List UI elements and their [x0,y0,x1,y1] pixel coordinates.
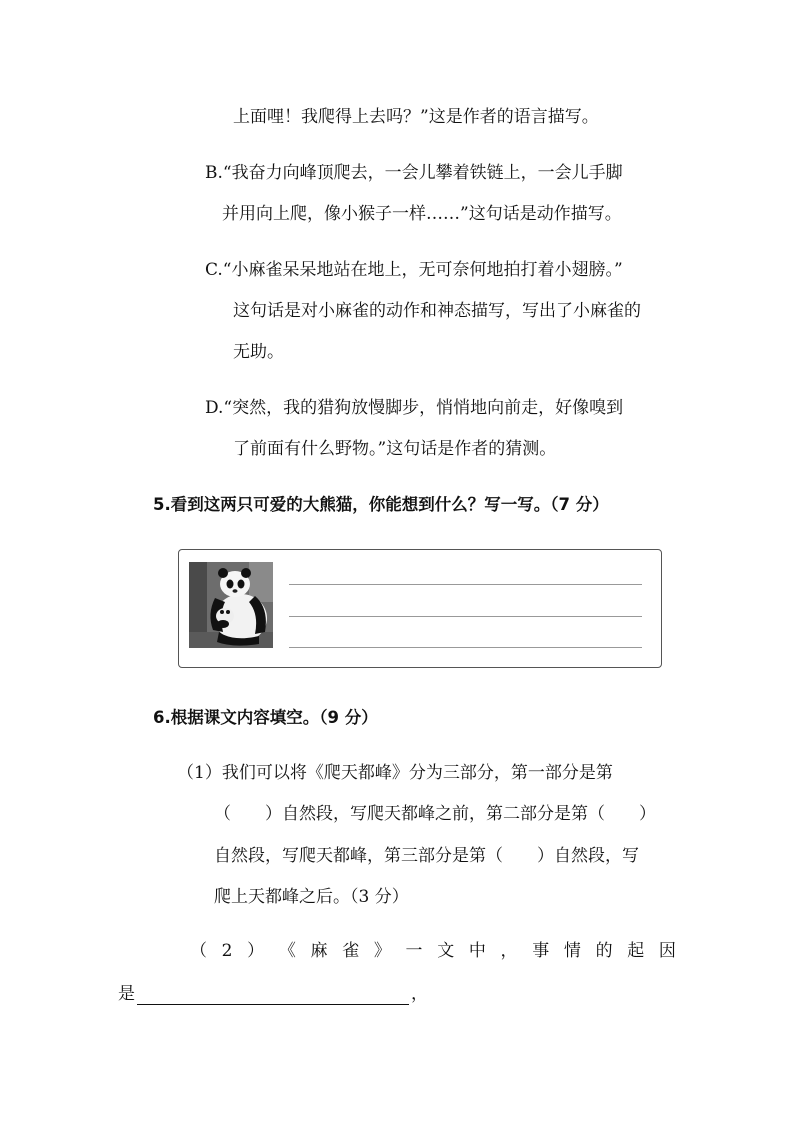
token: （ [190,941,207,961]
answer-blank[interactable] [137,986,409,1005]
option-c-line-3: 无助。 [233,342,284,362]
token: 麻 [310,941,328,961]
option-c-line-1: C.“小麻雀呆呆地站在地上，无可奈何地拍打着小翅膀。” [205,260,623,280]
token: 雀 [342,941,360,961]
token: 事 [532,941,550,961]
token: ， [500,941,518,961]
panda-photo [189,562,273,648]
question-5-title: 5.看到这两只可爱的大熊猫，你能想到什么？写一写。（7 分） [153,495,609,514]
question-6-part-1-line-1: （1）我们可以将《爬天都峰》分为三部分，第一部分是第 [177,763,613,783]
option-a-continuation: 上面哩！我爬得上去吗？”这是作者的语言描写。 [233,107,599,127]
question-6-part-1-line-2: （ ）自然段，写爬天都峰之前，第二部分是第（ ） [214,804,656,824]
token: 中 [468,941,486,961]
token: 2 [221,941,233,961]
token: 情 [563,941,581,961]
writing-line-1[interactable] [289,584,642,585]
question-6-part-1-line-3: 自然段，写爬天都峰，第三部分是第（ ）自然段，写 [214,846,639,866]
question-6-part-2-line-1 [190,940,676,962]
token: 一 [405,941,423,961]
line-prefix: 是 [118,984,135,1004]
token: 因 [658,941,676,961]
token: 起 [627,941,645,961]
option-d-line-2: 了前面有什么野物。”这句话是作者的猜测。 [233,439,557,459]
token: 》 [373,941,391,961]
option-c-line-2: 这句话是对小麻雀的动作和神态描写，写出了小麻雀的 [233,301,641,321]
option-b-line-2: 并用向上爬，像小猴子一样……”这句话是动作描写。 [222,204,622,224]
token: 的 [595,941,613,961]
question-6-part-2-line-2 [118,983,428,1005]
option-b-line-1: B.“我奋力向峰顶爬去，一会儿攀着铁链上，一会儿手脚 [205,163,623,183]
token: 《 [278,941,296,961]
token: 文 [437,941,455,961]
question-6-part-1-line-4: 爬上天都峰之后。（3 分） [214,887,409,907]
answer-box [178,549,662,668]
writing-line-3[interactable] [289,647,642,648]
option-d-line-1: D.“突然，我的猎狗放慢脚步，悄悄地向前走，好像嗅到 [205,398,624,418]
panda-image-icon [189,562,273,648]
token: ） [247,941,265,961]
writing-line-2[interactable] [289,616,642,617]
question-6-title: 6.根据课文内容填空。（9 分） [153,708,378,727]
line-suffix: ， [411,984,428,1004]
